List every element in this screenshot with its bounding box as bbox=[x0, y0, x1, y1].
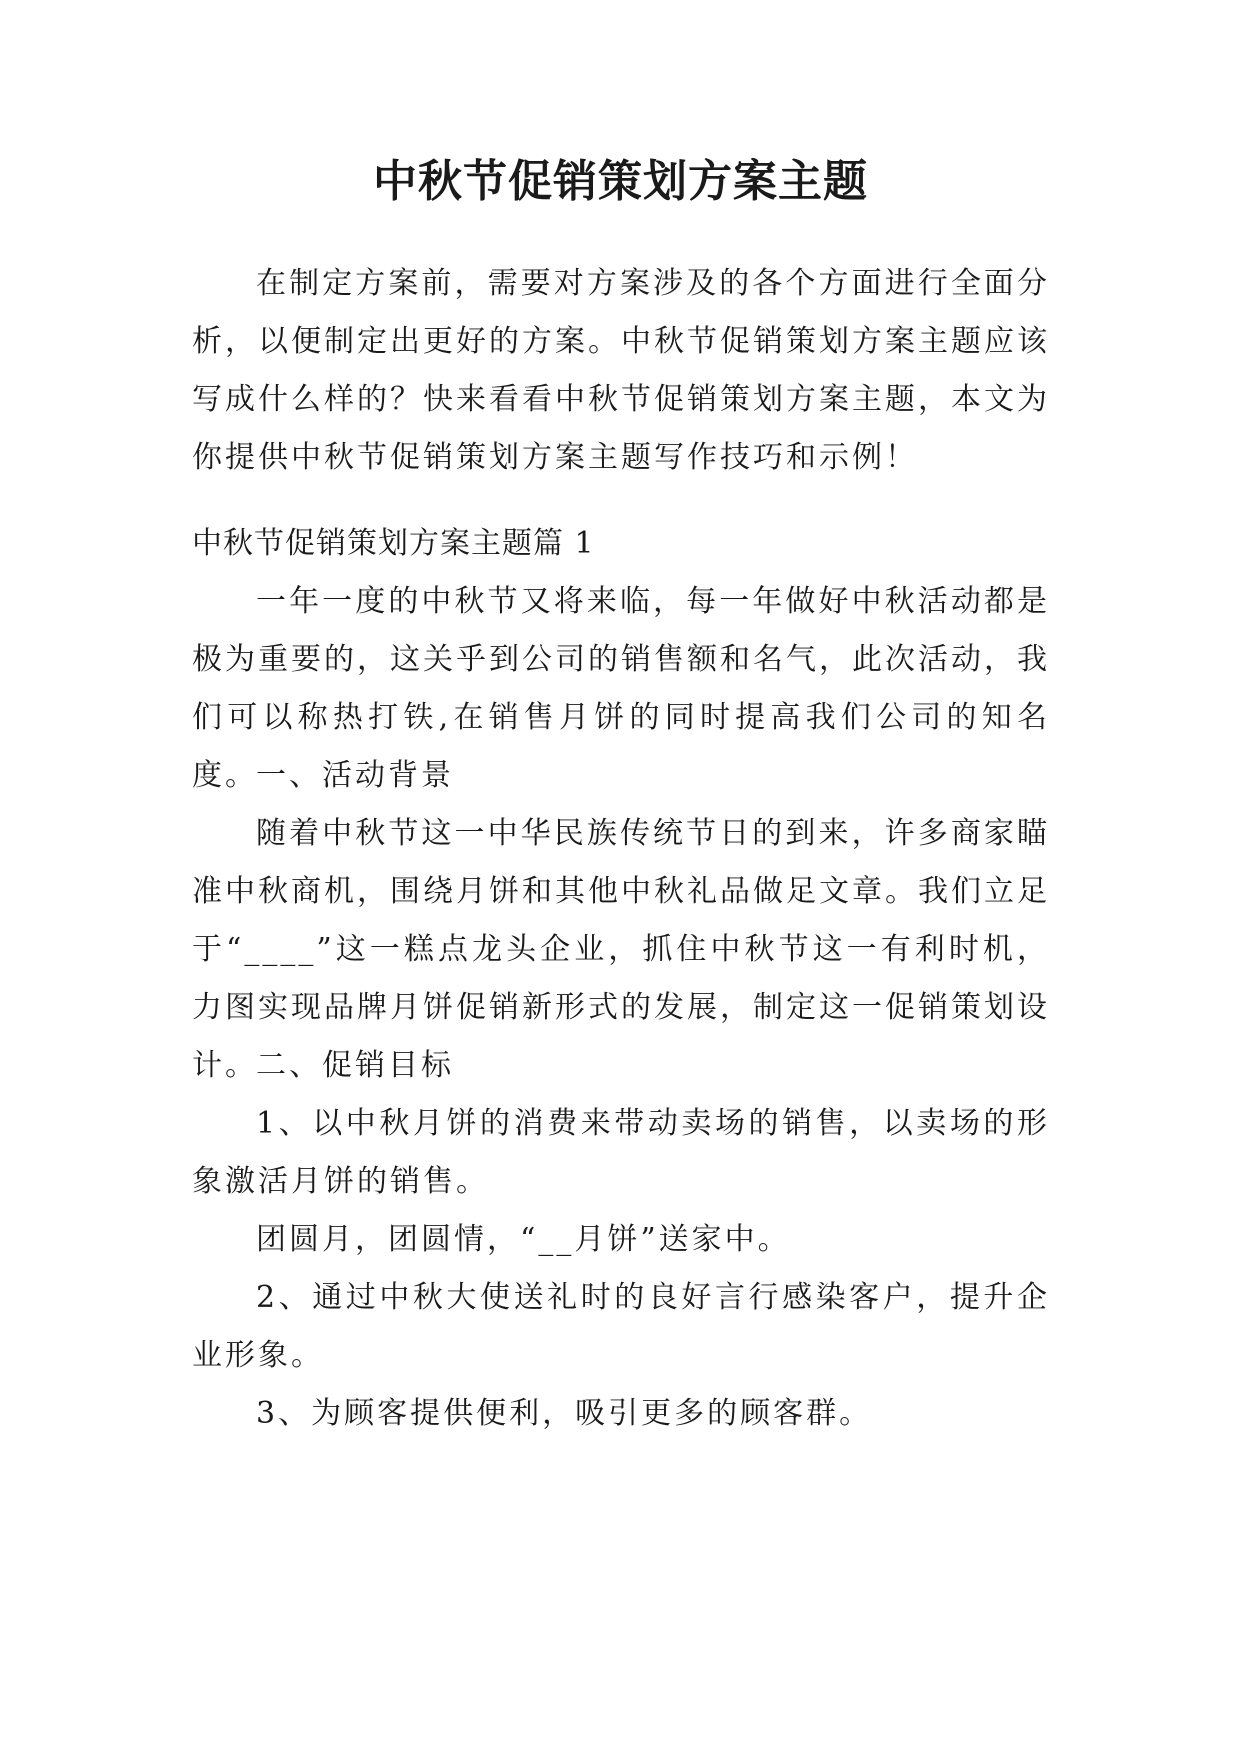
heading-activity-background: 一、活动背景 bbox=[256, 758, 454, 793]
paragraph-opening: 一年一度的中秋节又将来临，每一年做好中秋活动都是极为重要的，这关乎到公司的销售额和名气，此次活动，我们可以称热打铁,在销售月饼的同时提高我们公司的知名度。 bbox=[192, 584, 1050, 793]
section-title: 中秋节促销策划方案主题篇 1 bbox=[192, 526, 595, 561]
intro-paragraph: 在制定方案前，需要对方案涉及的各个方面进行全面分析，以便制定出更好的方案。中秋节促销策划方案主题应该写成什么样的？快来看看中秋节促销策划方案主题，本文为你提供中秋节促销策划方案主题写作技巧和示例！ bbox=[192, 266, 1050, 475]
goal-item-3: 3、为顾客提供便利，吸引更多的顾客群。 bbox=[256, 1396, 873, 1431]
paragraph-activity-background: 随着中秋节这一中华民族传统节日的到来，许多商家瞄准中秋商机，围绕月饼和其他中秋礼品做足文章。我们立足于“____”这一糕点龙头企业，抓住中秋节这一有利时机，力图实现品牌月饼促销新形式的发展，制定这一促销策划设计。 bbox=[192, 816, 1050, 1083]
document-title: 中秋节促销策划方案主题 bbox=[373, 156, 868, 207]
goal-item-2: 2、通过中秋大使送礼时的良好言行感染客户，提升企业形象。 bbox=[192, 1280, 1050, 1373]
heading-promotion-goals: 二、促销目标 bbox=[256, 1048, 454, 1083]
slogan-line: 团圆月，团圆情，“__月饼”送家中。 bbox=[256, 1222, 791, 1257]
goal-item-1: 1、以中秋月饼的消费来带动卖场的销售，以卖场的形象激活月饼的销售。 bbox=[192, 1106, 1050, 1199]
